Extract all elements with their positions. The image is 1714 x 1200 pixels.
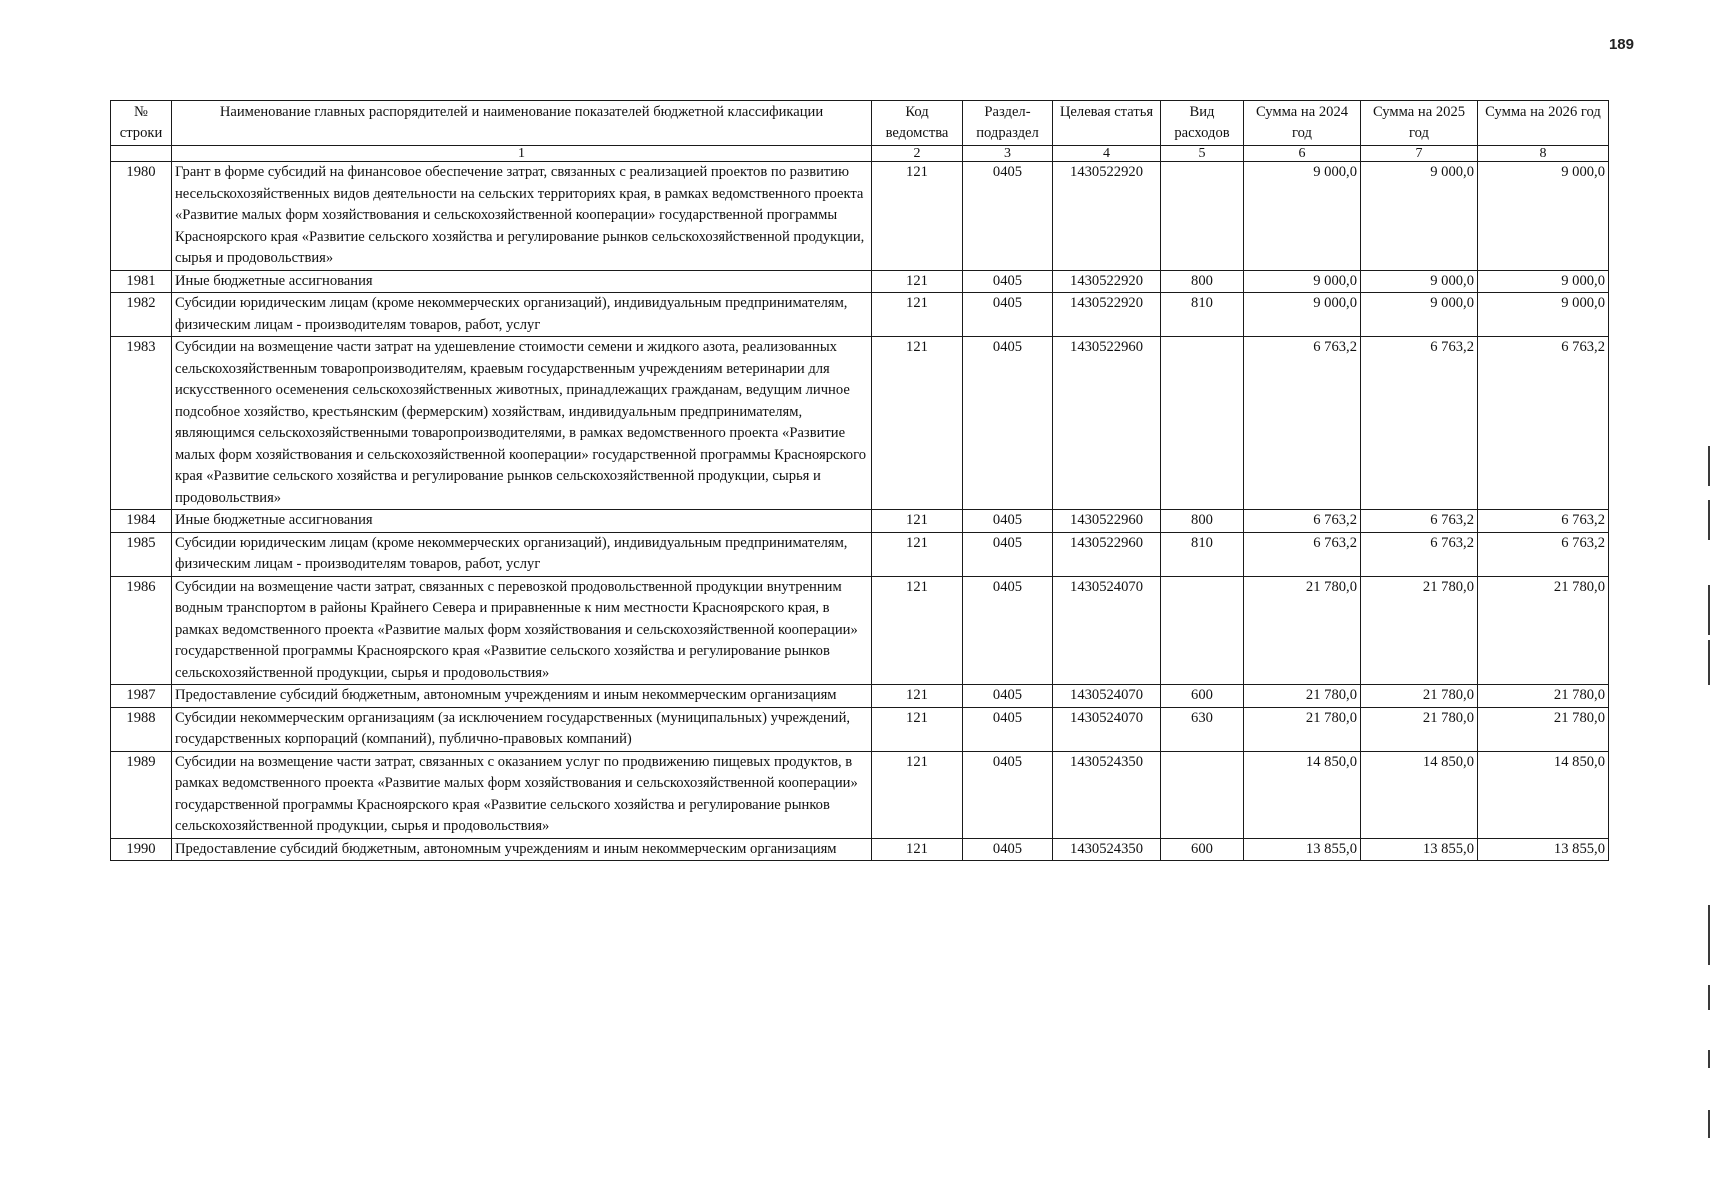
header-row <box>111 101 1609 146</box>
row-number: 1989 <box>111 751 172 838</box>
expense-type: 800 <box>1161 510 1244 533</box>
column-number: 1 <box>172 146 872 162</box>
sum-2025: 6 763,2 <box>1361 510 1478 533</box>
row-number: 1981 <box>111 270 172 293</box>
sum-2024: 6 763,2 <box>1244 337 1361 510</box>
page-number: 189 <box>1608 36 1634 53</box>
expense-type: 810 <box>1161 532 1244 576</box>
department-code: 121 <box>872 685 963 708</box>
target-article: 1430524350 <box>1053 751 1161 838</box>
table-row <box>111 337 1609 510</box>
sum-2025: 21 780,0 <box>1361 576 1478 685</box>
sum-2024: 9 000,0 <box>1244 293 1361 337</box>
sum-2025: 6 763,2 <box>1361 337 1478 510</box>
row-number: 1980 <box>111 162 172 271</box>
budget-table <box>110 100 1609 861</box>
target-article: 1430524350 <box>1053 838 1161 861</box>
header-name: Наименование главных распорядителей и наименование показателей бюджетной классификации <box>172 101 872 146</box>
scan-artifact <box>1708 585 1710 635</box>
section-code: 0405 <box>963 510 1053 533</box>
row-number: 1988 <box>111 707 172 751</box>
table-row <box>111 576 1609 685</box>
scan-artifact <box>1708 905 1710 965</box>
scan-artifact <box>1708 985 1710 1010</box>
sum-2024: 21 780,0 <box>1244 685 1361 708</box>
expense-type <box>1161 576 1244 685</box>
column-number: 5 <box>1161 146 1244 162</box>
sum-2024: 21 780,0 <box>1244 707 1361 751</box>
row-name: Субсидии на возмещение части затрат, связанных с перевозкой продовольственной продукции внутренним водным транспортом в районы Крайнего Севера и приравненные к ним местности Красноярского края, в рамках ведомственного проекта «Развитие малых форм хозяйствования и сельскохозяйственной кооперации» государственной программы Красноярского края «Развитие сельского хозяйства и регулирование рынков сельскохозяйственной продукции, сырья и продовольствия» <box>172 576 872 685</box>
header-target-article: Целевая статья <box>1053 101 1161 146</box>
department-code: 121 <box>872 532 963 576</box>
sum-2025: 9 000,0 <box>1361 162 1478 271</box>
department-code: 121 <box>872 576 963 685</box>
section-code: 0405 <box>963 270 1053 293</box>
section-code: 0405 <box>963 838 1053 861</box>
row-number: 1982 <box>111 293 172 337</box>
header-sum-2025: Сумма на 2025 год <box>1361 101 1478 146</box>
table-row <box>111 685 1609 708</box>
header-expense-type: Вид расходов <box>1161 101 1244 146</box>
row-name: Субсидии некоммерческим организациям (за исключением государственных (муниципальных) учреждений, государственных корпораций (компаний), публично-правовых компаний) <box>172 707 872 751</box>
target-article: 1430522920 <box>1053 162 1161 271</box>
section-code: 0405 <box>963 576 1053 685</box>
target-article: 1430522960 <box>1053 510 1161 533</box>
target-article: 1430524070 <box>1053 685 1161 708</box>
sum-2024: 9 000,0 <box>1244 270 1361 293</box>
target-article: 1430522960 <box>1053 532 1161 576</box>
row-name: Субсидии юридическим лицам (кроме некоммерческих организаций), индивидуальным предпринимателям, физическим лицам - производителям товаров, работ, услуг <box>172 532 872 576</box>
expense-type: 630 <box>1161 707 1244 751</box>
table-row <box>111 751 1609 838</box>
sum-2025: 21 780,0 <box>1361 707 1478 751</box>
sum-2024: 21 780,0 <box>1244 576 1361 685</box>
scan-artifact <box>1708 464 1710 486</box>
sum-2026: 9 000,0 <box>1478 162 1609 271</box>
row-name: Субсидии юридическим лицам (кроме некоммерческих организаций), индивидуальным предпринимателям, физическим лицам - производителям товаров, работ, услуг <box>172 293 872 337</box>
column-number: 7 <box>1361 146 1478 162</box>
row-number: 1990 <box>111 838 172 861</box>
row-number: 1984 <box>111 510 172 533</box>
sum-2026: 6 763,2 <box>1478 510 1609 533</box>
sum-2025: 9 000,0 <box>1361 293 1478 337</box>
sum-2026: 6 763,2 <box>1478 337 1609 510</box>
table-header <box>111 101 1609 162</box>
table-row <box>111 707 1609 751</box>
header-section: Раздел-подраздел <box>963 101 1053 146</box>
row-name: Предоставление субсидий бюджетным, автономным учреждениям и иным некоммерческим организациям <box>172 838 872 861</box>
sum-2024: 6 763,2 <box>1244 510 1361 533</box>
row-number: 1983 <box>111 337 172 510</box>
row-name: Субсидии на возмещение части затрат на удешевление стоимости семени и жидкого азота, реализованных сельскохозяйственным товаропроизводителям, краевым государственным учреждениям ветеринарии для искусственного осеменения сельскохозяйственных животных, принадлежащих гражданам, ведущим личное подсобное хозяйство, крестьянским (фермерским) хозяйствам, индивидуальным предпринимателям, являющимся сельскохозяйственными товаропроизводителями, в рамках ведомственного проекта «Развитие малых форм хозяйствования и сельскохозяйственной кооперации» государственной программы Красноярского края «Развитие сельского хозяйства и регулирование рынков сельскохозяйственной продукции, сырья и продовольствия» <box>172 337 872 510</box>
sum-2024: 14 850,0 <box>1244 751 1361 838</box>
sum-2025: 14 850,0 <box>1361 751 1478 838</box>
expense-type: 600 <box>1161 685 1244 708</box>
department-code: 121 <box>872 337 963 510</box>
department-code: 121 <box>872 162 963 271</box>
row-name: Субсидии на возмещение части затрат, связанных с оказанием услуг по продвижению пищевых продуктов, в рамках ведомственного проекта «Развитие малых форм хозяйствования и сельскохозяйственной кооперации» государственной программы Красноярского края «Развитие сельского хозяйства и регулирование рынков сельскохозяйственной продукции, сырья и продовольствия» <box>172 751 872 838</box>
row-name: Грант в форме субсидий на финансовое обеспечение затрат, связанных с реализацией проектов по развитию несельскохозяйственных видов деятельности на сельских территориях края, в рамках ведомственного проекта «Развитие малых форм хозяйствования и сельскохозяйственной кооперации» государственной программы Красноярского края «Развитие сельского хозяйства и регулирование рынков сельскохозяйственной продукции, сырья и продовольствия» <box>172 162 872 271</box>
department-code: 121 <box>872 293 963 337</box>
section-code: 0405 <box>963 685 1053 708</box>
row-number: 1986 <box>111 576 172 685</box>
target-article: 1430522920 <box>1053 293 1161 337</box>
column-number: 2 <box>872 146 963 162</box>
sum-2024: 6 763,2 <box>1244 532 1361 576</box>
department-code: 121 <box>872 510 963 533</box>
row-name: Предоставление субсидий бюджетным, автономным учреждениям и иным некоммерческим организациям <box>172 685 872 708</box>
expense-type: 600 <box>1161 838 1244 861</box>
department-code: 121 <box>872 751 963 838</box>
department-code: 121 <box>872 270 963 293</box>
row-number: 1987 <box>111 685 172 708</box>
expense-type <box>1161 162 1244 271</box>
sum-2025: 9 000,0 <box>1361 270 1478 293</box>
column-number: 4 <box>1053 146 1161 162</box>
sum-2024: 9 000,0 <box>1244 162 1361 271</box>
row-name: Иные бюджетные ассигнования <box>172 270 872 293</box>
table-row <box>111 532 1609 576</box>
section-code: 0405 <box>963 532 1053 576</box>
table-row <box>111 510 1609 533</box>
table-body <box>111 162 1609 861</box>
expense-type <box>1161 751 1244 838</box>
row-name: Иные бюджетные ассигнования <box>172 510 872 533</box>
section-code: 0405 <box>963 751 1053 838</box>
column-number: 8 <box>1478 146 1609 162</box>
section-code: 0405 <box>963 337 1053 510</box>
sum-2026: 21 780,0 <box>1478 685 1609 708</box>
sum-2026: 9 000,0 <box>1478 293 1609 337</box>
sum-2026: 6 763,2 <box>1478 532 1609 576</box>
sum-2026: 21 780,0 <box>1478 707 1609 751</box>
target-article: 1430522920 <box>1053 270 1161 293</box>
sum-2025: 13 855,0 <box>1361 838 1478 861</box>
header-sum-2026: Сумма на 2026 год <box>1478 101 1609 146</box>
sum-2026: 21 780,0 <box>1478 576 1609 685</box>
expense-type: 810 <box>1161 293 1244 337</box>
section-code: 0405 <box>963 707 1053 751</box>
target-article: 1430522960 <box>1053 337 1161 510</box>
column-number-row <box>111 146 1609 162</box>
budget-table-container <box>110 100 1608 861</box>
sum-2026: 13 855,0 <box>1478 838 1609 861</box>
department-code: 121 <box>872 838 963 861</box>
header-sum-2024: Сумма на 2024 год <box>1244 101 1361 146</box>
section-code: 0405 <box>963 162 1053 271</box>
expense-type: 800 <box>1161 270 1244 293</box>
target-article: 1430524070 <box>1053 576 1161 685</box>
column-number: 3 <box>963 146 1053 162</box>
scan-artifact <box>1708 640 1710 685</box>
sum-2026: 14 850,0 <box>1478 751 1609 838</box>
table-row <box>111 270 1609 293</box>
scan-artifact <box>1708 1110 1710 1138</box>
expense-type <box>1161 337 1244 510</box>
scan-artifact <box>1708 500 1710 540</box>
column-number: 6 <box>1244 146 1361 162</box>
sum-2024: 13 855,0 <box>1244 838 1361 861</box>
header-department-code: Код ведомства <box>872 101 963 146</box>
table-row <box>111 293 1609 337</box>
section-code: 0405 <box>963 293 1053 337</box>
sum-2025: 6 763,2 <box>1361 532 1478 576</box>
header-row-number: № строки <box>111 101 172 146</box>
department-code: 121 <box>872 707 963 751</box>
target-article: 1430524070 <box>1053 707 1161 751</box>
column-number <box>111 146 172 162</box>
row-number: 1985 <box>111 532 172 576</box>
sum-2026: 9 000,0 <box>1478 270 1609 293</box>
sum-2025: 21 780,0 <box>1361 685 1478 708</box>
table-row <box>111 838 1609 861</box>
table-row <box>111 162 1609 271</box>
scan-artifact <box>1708 1050 1710 1068</box>
